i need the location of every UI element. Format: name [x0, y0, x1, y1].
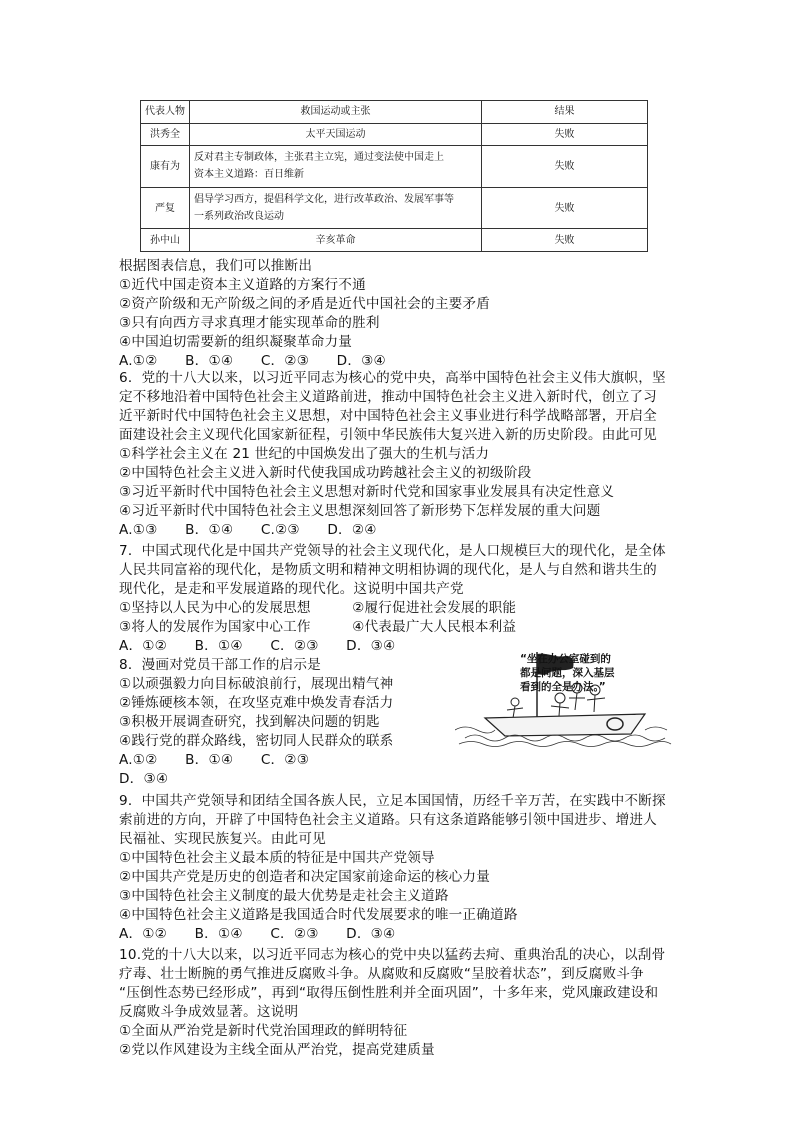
option-line: ②中国共产党是历史的创造者和决定国家前途命运的核心力量	[119, 869, 491, 885]
action-line: 太平天国运动	[305, 128, 366, 140]
question-line: “压倒性态势已经形成”，再到“取得压倒性胜利并全面巩固”，十多年来，党风廉政建设和	[119, 985, 659, 1001]
option-line: ③将人的发展作为国家中心工作 ④代表最广大人民根本利益	[119, 619, 517, 635]
table-cell-action	[190, 187, 482, 229]
option-line: ④习近平新时代中国特色社会主义思想深刻回答了新形势下怎样发展的重大问题	[119, 503, 601, 519]
option-line: ①以顽强毅力向目标破浪前行，展现出精气神	[119, 676, 394, 692]
table-cell-action	[190, 229, 482, 252]
table-row	[141, 123, 648, 146]
question-line: 7．中国式现代化是中国共产党领导的社会主义现代化，是人口规模巨大的现代化，是全体	[119, 543, 666, 559]
table-cell-result: 失败	[482, 187, 648, 229]
table-cell-person: 洪秀全	[141, 123, 190, 146]
table-cell-person: 严复	[141, 187, 190, 229]
option-line: ①科学社会主义在 21 世纪的中国焕发出了强大的生机与活力	[119, 446, 490, 462]
option-line: ④践行党的群众路线，密切同人民群众的联系	[119, 733, 394, 749]
question-line: 反腐败斗争成效显著。这说明	[119, 1004, 299, 1020]
answer-choices: A．①② B．①④ C．②③ D．③④	[119, 638, 396, 654]
table-cell-result: 失败	[482, 229, 648, 252]
action-line: 辛亥革命	[315, 234, 356, 246]
option-line: ②党以作风建设为主线全面从严治党，提高党建质量	[119, 1042, 435, 1058]
question-line: 6．党的十八大以来，以习近平同志为核心的党中央，高举中国特色社会主义伟大旗帜，坚	[119, 370, 666, 386]
caption-line: 看到的全是办法。”	[520, 681, 606, 693]
option-line: ③只有向西方寻求真理才能实现革命的胜利	[119, 315, 380, 331]
option-line: ②中国特色社会主义进入新时代使我国成功跨越社会主义的初级阶段	[119, 465, 532, 481]
table-row	[141, 229, 648, 252]
answer-choices: A.①② B．①④ C．②③	[119, 752, 310, 768]
table-cell-action	[190, 146, 482, 188]
option-line: ④中国特色社会主义道路是我国适合时代发展要求的唯一正确道路	[119, 907, 518, 923]
caption-line: 都是问题，深入基层	[520, 667, 615, 679]
option-line: ②锤炼硬核本领，在攻坚克难中焕发青春活力	[119, 695, 394, 711]
option-line: ②资产阶级和无产阶级之间的矛盾是近代中国社会的主要矛盾	[119, 296, 491, 312]
table-cell-person: 孙中山	[141, 229, 190, 252]
option-line: ①近代中国走资本主义道路的方案行不通	[119, 277, 366, 293]
answer-choices: A．①② B．①④ C．②③ D．③④	[119, 926, 396, 942]
option-line: ①全面从严治党是新时代党治国理政的鲜明特征	[119, 1023, 408, 1039]
table-header-cell: 结果	[482, 101, 648, 124]
question-line: 索前进的方向，开辟了中国特色社会主义道路。只有这条道路能够引领中国进步、增进人	[119, 812, 657, 828]
question-line: 人民共同富裕的现代化，是物质文明和精神文明相协调的现代化，是人与自然和谐共生的	[119, 562, 657, 578]
question-line: 根据图表信息，我们可以推断出	[119, 258, 313, 274]
question-line: 民福祉、实现民族复兴。由此可见	[119, 831, 326, 847]
table-header-cell: 救国运动或主张	[190, 101, 482, 124]
cartoon-caption	[520, 652, 615, 694]
answer-choices: A.①② B．①④ C．②③ D．③④	[119, 353, 386, 369]
question-line: 10.党的十八大以来，以习近平同志为核心的党中央以猛药去疴、重典治乱的决心，以刮骨	[119, 947, 666, 963]
table-cell-result: 失败	[482, 146, 648, 188]
option-line: ③中国特色社会主义制度的最大优势是走社会主义道路	[119, 888, 449, 904]
question-line: 9．中国共产党领导和团结全国各族人民，立足本国国情，历经千辛万苦，在实践中不断探	[119, 793, 666, 809]
boat-icon	[485, 714, 645, 736]
question-line: 疗毒、壮士断腕的勇气推进反腐败斗争。从腐败和反腐败“呈胶着状态”，到反腐败斗争	[119, 966, 644, 982]
answer-choices: D．③④	[119, 771, 169, 787]
option-line: ①中国特色社会主义最本质的特征是中国共产党领导	[119, 850, 435, 866]
table-cell-person: 康有为	[141, 146, 190, 188]
option-line: ③习近平新时代中国特色社会主义思想对新时代党和国家事业发展具有决定性意义	[119, 484, 615, 500]
reform-table	[140, 100, 648, 252]
table-row	[141, 146, 648, 188]
option-line: ③积极开展调查研究，找到解决问题的钥匙	[119, 714, 380, 730]
option-line: ④中国迫切需要新的组织凝聚革命力量	[119, 334, 353, 350]
question-line: 近平新时代中国特色社会主义思想，对中国特色社会主义事业进行科学战略部署，开启全	[119, 408, 657, 424]
question-line: 面建设社会主义现代化国家新征程，引领中华民族伟大复兴进入新的历史阶段。由此可见	[119, 427, 657, 443]
table-header-cell: 代表人物	[141, 101, 190, 124]
action-line: 倡导学习西方，提倡科学文化，进行改革政治、发展军事等	[194, 194, 454, 206]
action-line: 一系列政治改良运动	[194, 211, 284, 223]
action-line: 资本主义道路：百日维新	[194, 169, 304, 181]
question-line: 8．漫画对党员干部工作的启示是	[119, 657, 321, 673]
table-cell-action	[190, 123, 482, 146]
table-header-row	[141, 101, 648, 124]
action-line: 反对君主专制政体，主张君主立宪，通过变法使中国走上	[194, 152, 444, 164]
question-line: 定不移地沿着中国特色社会主义道路前进，推动中国特色社会主义进入新时代，创立了习	[119, 389, 657, 405]
option-line: ①坚持以人民为中心的发展思想 ②履行促进社会发展的职能	[119, 600, 517, 616]
question-line: 现代化，是走和平发展道路的现代化。这说明中国共产党	[119, 581, 464, 597]
caption-line: “坐在办公室碰到的	[520, 653, 611, 665]
table-row	[141, 187, 648, 229]
table-cell-result: 失败	[482, 123, 648, 146]
answer-choices: A.①③ B．①④ C.②③ D．②④	[119, 522, 377, 538]
